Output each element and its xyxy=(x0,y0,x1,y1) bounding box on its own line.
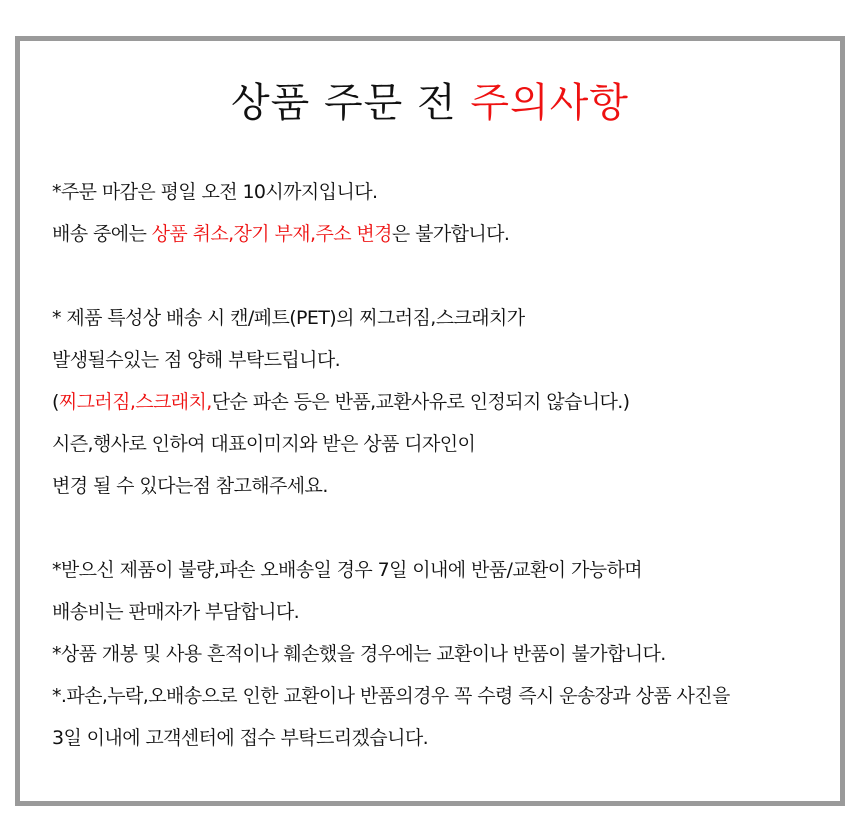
notice-line-understanding: 발생될수있는 점 양해 부탁드립니다. xyxy=(52,349,341,371)
notice-line-shipping-restrictions xyxy=(52,213,842,255)
notice-line-defect-return: *받으신 제품이 불량,파손 오배송일 경우 7일 이내에 반품/교환이 가능하며 xyxy=(52,559,643,581)
notice-text: 단순 파손 등은 반품,교환사유로 인정되지 않습니다.) xyxy=(211,391,630,413)
notice-highlight: 상품 취소,장기 부재,주소 변경 xyxy=(151,223,392,245)
notice-line-product-nature: * 제품 특성상 배송 시 캔/페트(PET)의 찌그러짐,스크래치가 xyxy=(52,307,525,329)
notice-line-design-note: 변경 될 수 있다는점 참고해주세요. xyxy=(52,475,328,497)
page-title xyxy=(20,77,840,129)
notice-frame xyxy=(15,36,845,806)
paragraph-spacer xyxy=(52,507,842,549)
notice-highlight: 찌그러짐,스크래치, xyxy=(58,391,212,413)
notice-text: 배송 중에는 xyxy=(52,223,152,245)
notice-line-report-deadline: 3일 이내에 고객센터에 접수 부탁드리겠습니다. xyxy=(52,727,429,749)
notice-line-order-deadline: *주문 마감은 평일 오전 10시까지입니다. xyxy=(52,181,378,203)
paragraph-spacer xyxy=(52,255,842,297)
notice-text: 은 불가합니다. xyxy=(391,223,510,245)
notice-line-damage-report: *.파손,누락,오배송으로 인한 교환이나 반품의경우 꼭 수령 즉시 운송장과 상품 사진을 xyxy=(52,685,730,707)
notice-line-opened-products: *상품 개봉 및 사용 흔적이나 훼손했을 경우에는 교환이나 반품이 불가합니다. xyxy=(52,643,666,665)
notice-line-not-returnable xyxy=(52,381,842,423)
title-accent: 주의사항 xyxy=(470,80,629,126)
notice-body xyxy=(52,171,842,759)
title-main: 상품 주문 전 xyxy=(231,80,457,126)
notice-line-design-change: 시즌,행사로 인하여 대표이미지와 받은 상품 디자인이 xyxy=(52,433,476,455)
notice-line-shipping-fee: 배송비는 판매자가 부담합니다. xyxy=(52,601,300,623)
notice-text: ( xyxy=(52,391,59,413)
